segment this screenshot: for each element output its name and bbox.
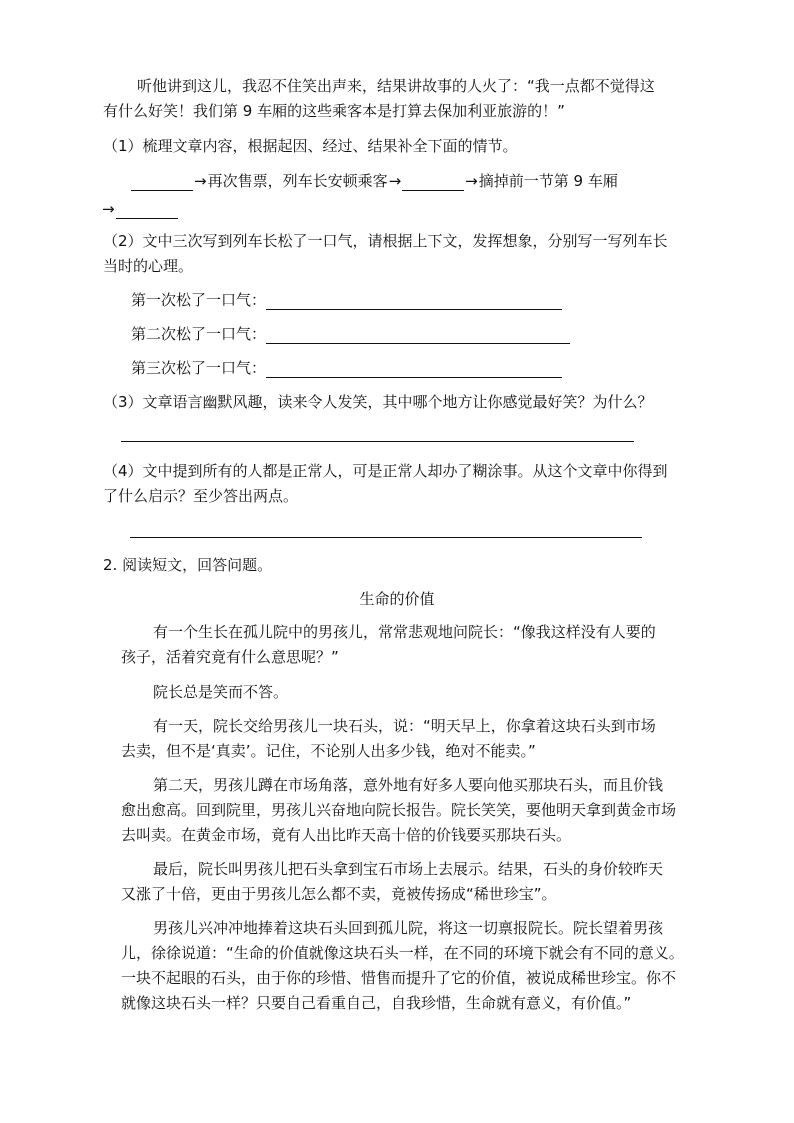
article-line: 第二天，男孩儿蹲在市场角落，意外地有好多人要向他买那块石头，而且价钱 bbox=[153, 776, 664, 794]
plot-sequence-line-2 bbox=[101, 199, 178, 219]
article-line: 有一个生长在孤儿院中的男孩儿，常常悲观地问院长：“像我这样没有人要的 bbox=[153, 623, 656, 641]
question-4-prompt: （4）文中提到所有的人都是正常人，可是正常人却办了糊涂事。从这个文章中你得到 bbox=[103, 462, 668, 480]
answer-blank-result[interactable] bbox=[116, 202, 178, 219]
article-line: 孩子，活着究竟有什么意思呢？” bbox=[121, 648, 339, 666]
article-line: 有一天，院长交给男孩儿一块石头，说：“明天早上，你拿着这块石头到市场 bbox=[153, 717, 656, 735]
article-line: 儿，徐徐说道：“生命的价值就像这块石头一样，在不同的环境下就会有不同的意义。 bbox=[121, 944, 684, 962]
passage-line: 有什么好笑！我们第 9 车厢的这些乘客本是打算去保加利亚旅游的！” bbox=[103, 102, 565, 120]
article-title: 生命的价值 bbox=[359, 590, 435, 608]
arrow-icon: → bbox=[102, 200, 115, 218]
answer-line-second[interactable] bbox=[266, 327, 570, 344]
article-line: 一块不起眼的石头，由于你的珍惜、惜售而提升了它的价值，被说成稀世珍宝。你不 bbox=[121, 969, 677, 987]
article-line: 男孩儿兴冲冲地捧着这块石头回到孤儿院，将这一切禀报院长。院长望着男孩 bbox=[153, 919, 664, 937]
plot-sequence-line-1 bbox=[131, 171, 618, 191]
answer-line-third[interactable] bbox=[266, 361, 562, 378]
answer-row-second bbox=[131, 324, 570, 344]
section-2-heading: 2. 阅读短文，回答问题。 bbox=[103, 556, 273, 574]
answer-label-first: 第一次松了一口气： bbox=[131, 291, 267, 309]
plot-step-2: 再次售票，列车长安顿乘客 bbox=[207, 172, 388, 190]
question-4-prompt: 了什么启示？至少答出两点。 bbox=[103, 487, 299, 505]
answer-label-third: 第三次松了一口气： bbox=[131, 359, 267, 377]
answer-row-first bbox=[131, 290, 562, 310]
answer-line-q4[interactable] bbox=[130, 537, 642, 538]
article-line: 愈出愈高。回到院里，男孩儿兴奋地向院长报告。院长笑笑，要他明天拿到黄金市场 bbox=[121, 801, 677, 819]
article-line: 院长总是笑而不答。 bbox=[153, 683, 289, 701]
question-1-prompt: （1）梳理文章内容，根据起因、经过、结果补全下面的情节。 bbox=[103, 137, 518, 155]
article-line: 去叫卖。在黄金市场，竟有人出比昨天高十倍的价钱要买那块石头。 bbox=[121, 826, 572, 844]
article-line: 去卖，但不是‘真卖’。记住，不论别人出多少钱，绝对不能卖。” bbox=[121, 742, 536, 760]
answer-row-third bbox=[131, 358, 562, 378]
article-line: 最后，院长叫男孩儿把石头拿到宝石市场上去展示。结果，石头的身价较昨天 bbox=[153, 860, 664, 878]
arrow-icon: → bbox=[465, 172, 478, 190]
answer-blank-cause[interactable] bbox=[131, 174, 193, 191]
question-2-prompt: （2）文中三次写到列车长松了一口气，请根据上下文，发挥想象，分别写一写列车长 bbox=[103, 232, 668, 250]
article-line: 又涨了十倍，更由于男孩儿怎么都不卖，竟被传扬成“稀世珍宝”。 bbox=[121, 885, 557, 903]
article-line: 就像这块石头一样？只要自己看重自己，自我珍惜，生命就有意义，有价值。” bbox=[121, 994, 632, 1012]
question-2-prompt: 当时的心理。 bbox=[103, 257, 194, 275]
plot-step-4: 摘掉前一节第 9 车厢 bbox=[478, 172, 618, 190]
answer-line-q3[interactable] bbox=[121, 441, 634, 442]
passage-line: 听他讲到这儿，我忍不住笑出声来，结果讲故事的人火了：“我一点都不觉得这 bbox=[137, 77, 655, 95]
answer-blank-development[interactable] bbox=[402, 174, 464, 191]
answer-label-second: 第二次松了一口气： bbox=[131, 325, 267, 343]
question-3-prompt: （3）文章语言幽默风趣，读来令人发笑，其中哪个地方让你感觉最好笑？为什么？ bbox=[103, 393, 653, 411]
arrow-icon: → bbox=[194, 172, 207, 190]
arrow-icon: → bbox=[388, 172, 402, 190]
answer-line-first[interactable] bbox=[266, 293, 562, 310]
